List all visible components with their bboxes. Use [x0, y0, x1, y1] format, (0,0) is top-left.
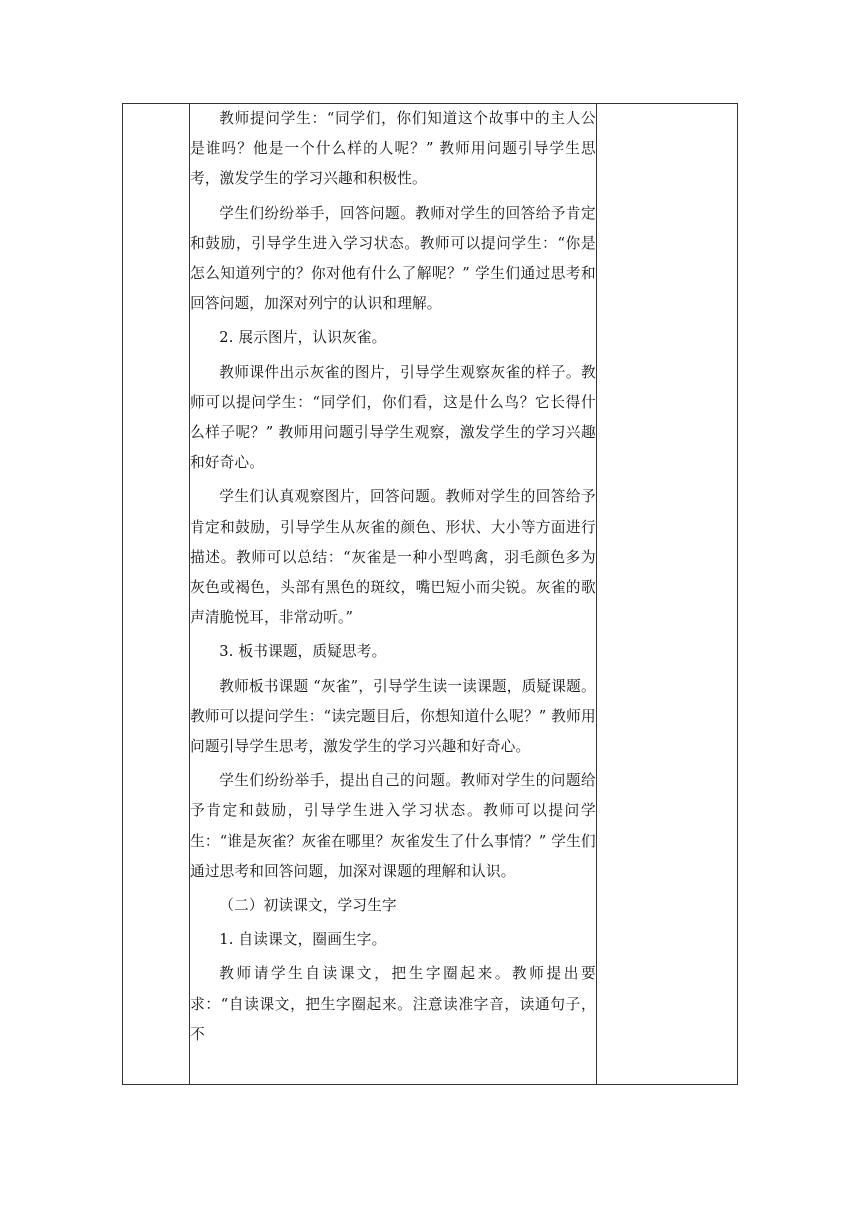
paragraph-self-reading: 教师请学生自读课文，把生字圈起来。教师提出要求：“自读课文，把生字圈起来。注意读准字音，读通句子，不 — [190, 965, 596, 1043]
right-column-cell — [596, 104, 737, 1085]
step-heading-title: 3. 板书课题，质疑思考。 — [219, 643, 387, 661]
step-heading-show-picture: 2. 展示图片，认识灰雀。 — [219, 329, 387, 347]
paragraph-observe-picture: 学生们认真观察图片，回答问题。教师对学生的回答给予肯定和鼓励，引导学生从灰雀的颜色、形状、大小等方面进行描述。教师可以总结：“灰雀是一种小型鸣禽，羽毛颜色多为灰色或褐色，头部有黑色的斑纹，嘴巴短小而尖锐。灰雀的歌声清脆悦耳，非常动听。” — [190, 488, 596, 627]
teaching-process-cell — [190, 104, 597, 1085]
left-column-cell — [123, 104, 190, 1085]
paragraph-board-title: 教师板书课题 “灰雀”，引导学生读一读课题，质疑课题。教师可以提问学生：“读完题目后，你想知道什么呢？” 教师用问题引导学生思考，激发学生的学习兴趣和好奇心。 — [190, 677, 596, 756]
lesson-plan-table — [122, 103, 738, 1085]
paragraph-students-questions: 学生们纷纷举手，提出自己的问题。教师对学生的问题给予肯定和鼓励，引导学生进入学习状态。教师可以提问学生：“谁是灰雀？灰雀在哪里？灰雀发生了什么事情？” 学生们通过思考和回答问题，加深对课题的理解和认识。 — [190, 772, 596, 880]
paragraph-show-picture: 教师课件出示灰雀的图片，引导学生观察灰雀的样子。教师可以提问学生：“同学们，你们看，这是什么鸟？它长得什么样子呢？” 教师用问题引导学生观察，激发学生的学习兴趣和好奇心。 — [190, 363, 596, 472]
step-heading-self-reading: 1. 自读课文，圈画生字。 — [219, 931, 387, 949]
table-row — [123, 104, 738, 1085]
paragraph-students-answer: 学生们纷纷举手，回答问题。教师对学生的回答给予肯定和鼓励，引导学生进入学习状态。教师可以提问学生：“你是怎么知道列宁的？你对他有什么了解呢？” 学生们通过思考和回答问题，加深对列宁的认识和理解。 — [190, 204, 596, 313]
section-heading-first-reading: （二）初读课文，学习生字 — [219, 897, 397, 915]
paragraph-teacher-question: 教师提问学生：“同学们，你们知道这个故事中的主人公是谁吗？他是一个什么样的人呢？” 教师用问题引导学生思考，激发学生的学习兴趣和积极性。 — [190, 110, 596, 188]
